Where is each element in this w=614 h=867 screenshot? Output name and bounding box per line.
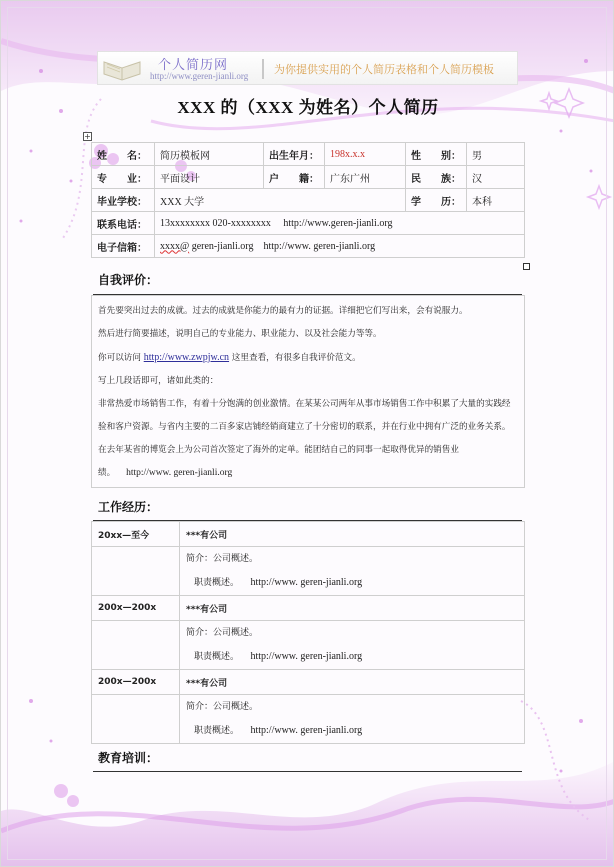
work-spacer-cell xyxy=(92,695,180,744)
ethnic-value: 汉 xyxy=(467,166,525,189)
work-desc-cell xyxy=(180,695,525,744)
major-value: 平面设计 xyxy=(155,166,264,189)
major-label: 专 业： xyxy=(92,166,155,189)
work-period: 20xx—至今 xyxy=(92,522,180,547)
visit-prefix: 你可以访问 xyxy=(98,353,144,363)
work-company: ***有公司 xyxy=(180,670,525,695)
site-name: 个人简历网 xyxy=(158,58,229,73)
hukou-label: 户 籍： xyxy=(264,166,325,189)
table-move-handle-icon[interactable]: + xyxy=(84,132,91,141)
duty-description: 职责概述。 xyxy=(194,726,240,736)
gender-value: 男 xyxy=(467,143,525,166)
email-label: 电子信箱： xyxy=(92,235,155,258)
evaluation-paragraph-text: 非常热爱市场销售工作，有着十分饱满的创业激情。在某某公司两年从事市场销售工作中积累了大量的实践经验和客户资源。与省内主要的二百多家店铺经销商建立了十分密切的联系，并在行业中拥有广泛的业务关系。在去年某省的博览会上为公司首次签定了海外的定单。能团结自己的同事一起取得优异的销售业绩。 xyxy=(98,399,511,478)
name-label: 姓 名： xyxy=(92,143,155,166)
work-experience-table xyxy=(91,521,525,744)
work-company: ***有公司 xyxy=(180,596,525,621)
phone-cell xyxy=(155,212,525,235)
evaluation-line: 首先要突出过去的成就。过去的成就是你能力的最有力的证据。详细把它们写出来，会有说服力。 xyxy=(98,306,468,316)
work-desc-cell xyxy=(180,621,525,670)
visit-link[interactable]: http://www.zwpjw.cn xyxy=(143,352,230,363)
birth-value: 198x.x.x xyxy=(325,143,406,166)
table-row xyxy=(92,235,525,258)
phone-value: 13xxxxxxxx 020-xxxxxxxx xyxy=(160,217,271,229)
section-divider xyxy=(93,771,522,772)
work-url[interactable]: http://www. geren-jianli.org xyxy=(250,725,363,736)
name-value: 简历模板网 xyxy=(155,143,264,166)
school-label: 毕业学校： xyxy=(92,189,155,212)
self-evaluation-box xyxy=(91,295,525,488)
self-evaluation-heading: 自我评价： xyxy=(98,273,159,287)
personal-info-table xyxy=(91,142,525,258)
table-row xyxy=(92,212,525,235)
phone-label: 联系电话： xyxy=(92,212,155,235)
work-desc-cell xyxy=(180,547,525,596)
evaluation-visit-line xyxy=(98,346,518,370)
evaluation-line: 写上几段话即可，诸如此类的： xyxy=(98,376,219,386)
table-row xyxy=(92,670,525,695)
duty-line xyxy=(186,719,518,743)
birth-label: 出生年月： xyxy=(264,143,325,166)
site-slogan: 为你提供实用的个人简历表格和个人简历模板 xyxy=(274,63,494,76)
duty-description: 职责概述。 xyxy=(194,652,240,662)
table-row xyxy=(92,143,525,166)
site-banner[interactable] xyxy=(97,51,518,85)
work-url[interactable]: http://www. geren-jianli.org xyxy=(250,577,363,588)
work-company: ***有公司 xyxy=(180,522,525,547)
site-url[interactable]: http://www.geren-jianli.org xyxy=(150,71,249,81)
education-heading: 教育培训： xyxy=(98,751,159,765)
email-value: geren-jianli.org xyxy=(189,240,254,252)
table-row xyxy=(92,189,525,212)
degree-label: 学 历： xyxy=(406,189,467,212)
banner-divider xyxy=(262,59,264,79)
duty-line xyxy=(186,645,518,669)
book-logo-icon xyxy=(102,56,142,82)
page-title: XXX 的（XXX 为姓名）个人简历 xyxy=(177,98,439,117)
table-row xyxy=(92,166,525,189)
work-period: 200x—200x xyxy=(92,596,180,621)
work-period: 200x—200x xyxy=(92,670,180,695)
work-experience-heading: 工作经历： xyxy=(98,500,159,514)
work-url[interactable]: http://www. geren-jianli.org xyxy=(250,651,363,662)
duty-line xyxy=(186,571,518,595)
email-cell xyxy=(155,235,525,258)
table-row xyxy=(92,522,525,547)
degree-value: 本科 xyxy=(467,189,525,212)
email-user: xxxx@ xyxy=(160,240,190,252)
table-row xyxy=(92,596,525,621)
duty-description: 职责概述。 xyxy=(194,578,240,588)
evaluation-url[interactable]: http://www. geren-jianli.org xyxy=(126,468,233,478)
hukou-value: 广东广州 xyxy=(325,166,406,189)
evaluation-paragraph xyxy=(98,393,518,485)
table-row xyxy=(92,621,525,670)
table-row xyxy=(92,547,525,596)
work-spacer-cell xyxy=(92,547,180,596)
school-value: XXX 大学 xyxy=(155,189,406,212)
email-url[interactable]: http://www. geren-jianli.org xyxy=(263,240,376,252)
phone-url[interactable]: http://www.geren-jianli.org xyxy=(283,217,393,229)
table-row xyxy=(92,695,525,744)
evaluation-line: 然后进行简要描述，说明自己的专业能力、职业能力、以及社会能力等等。 xyxy=(98,329,382,339)
work-spacer-cell xyxy=(92,621,180,670)
company-description: 简介：公司概述。 xyxy=(186,554,259,564)
gender-label: 性 别： xyxy=(406,143,467,166)
company-description: 简介：公司概述。 xyxy=(186,628,259,638)
visit-suffix: 这里查看，有很多自我评价范文。 xyxy=(229,353,361,363)
table-resize-handle[interactable] xyxy=(523,263,530,270)
ethnic-label: 民 族： xyxy=(406,166,467,189)
company-description: 简介：公司概述。 xyxy=(186,702,259,712)
